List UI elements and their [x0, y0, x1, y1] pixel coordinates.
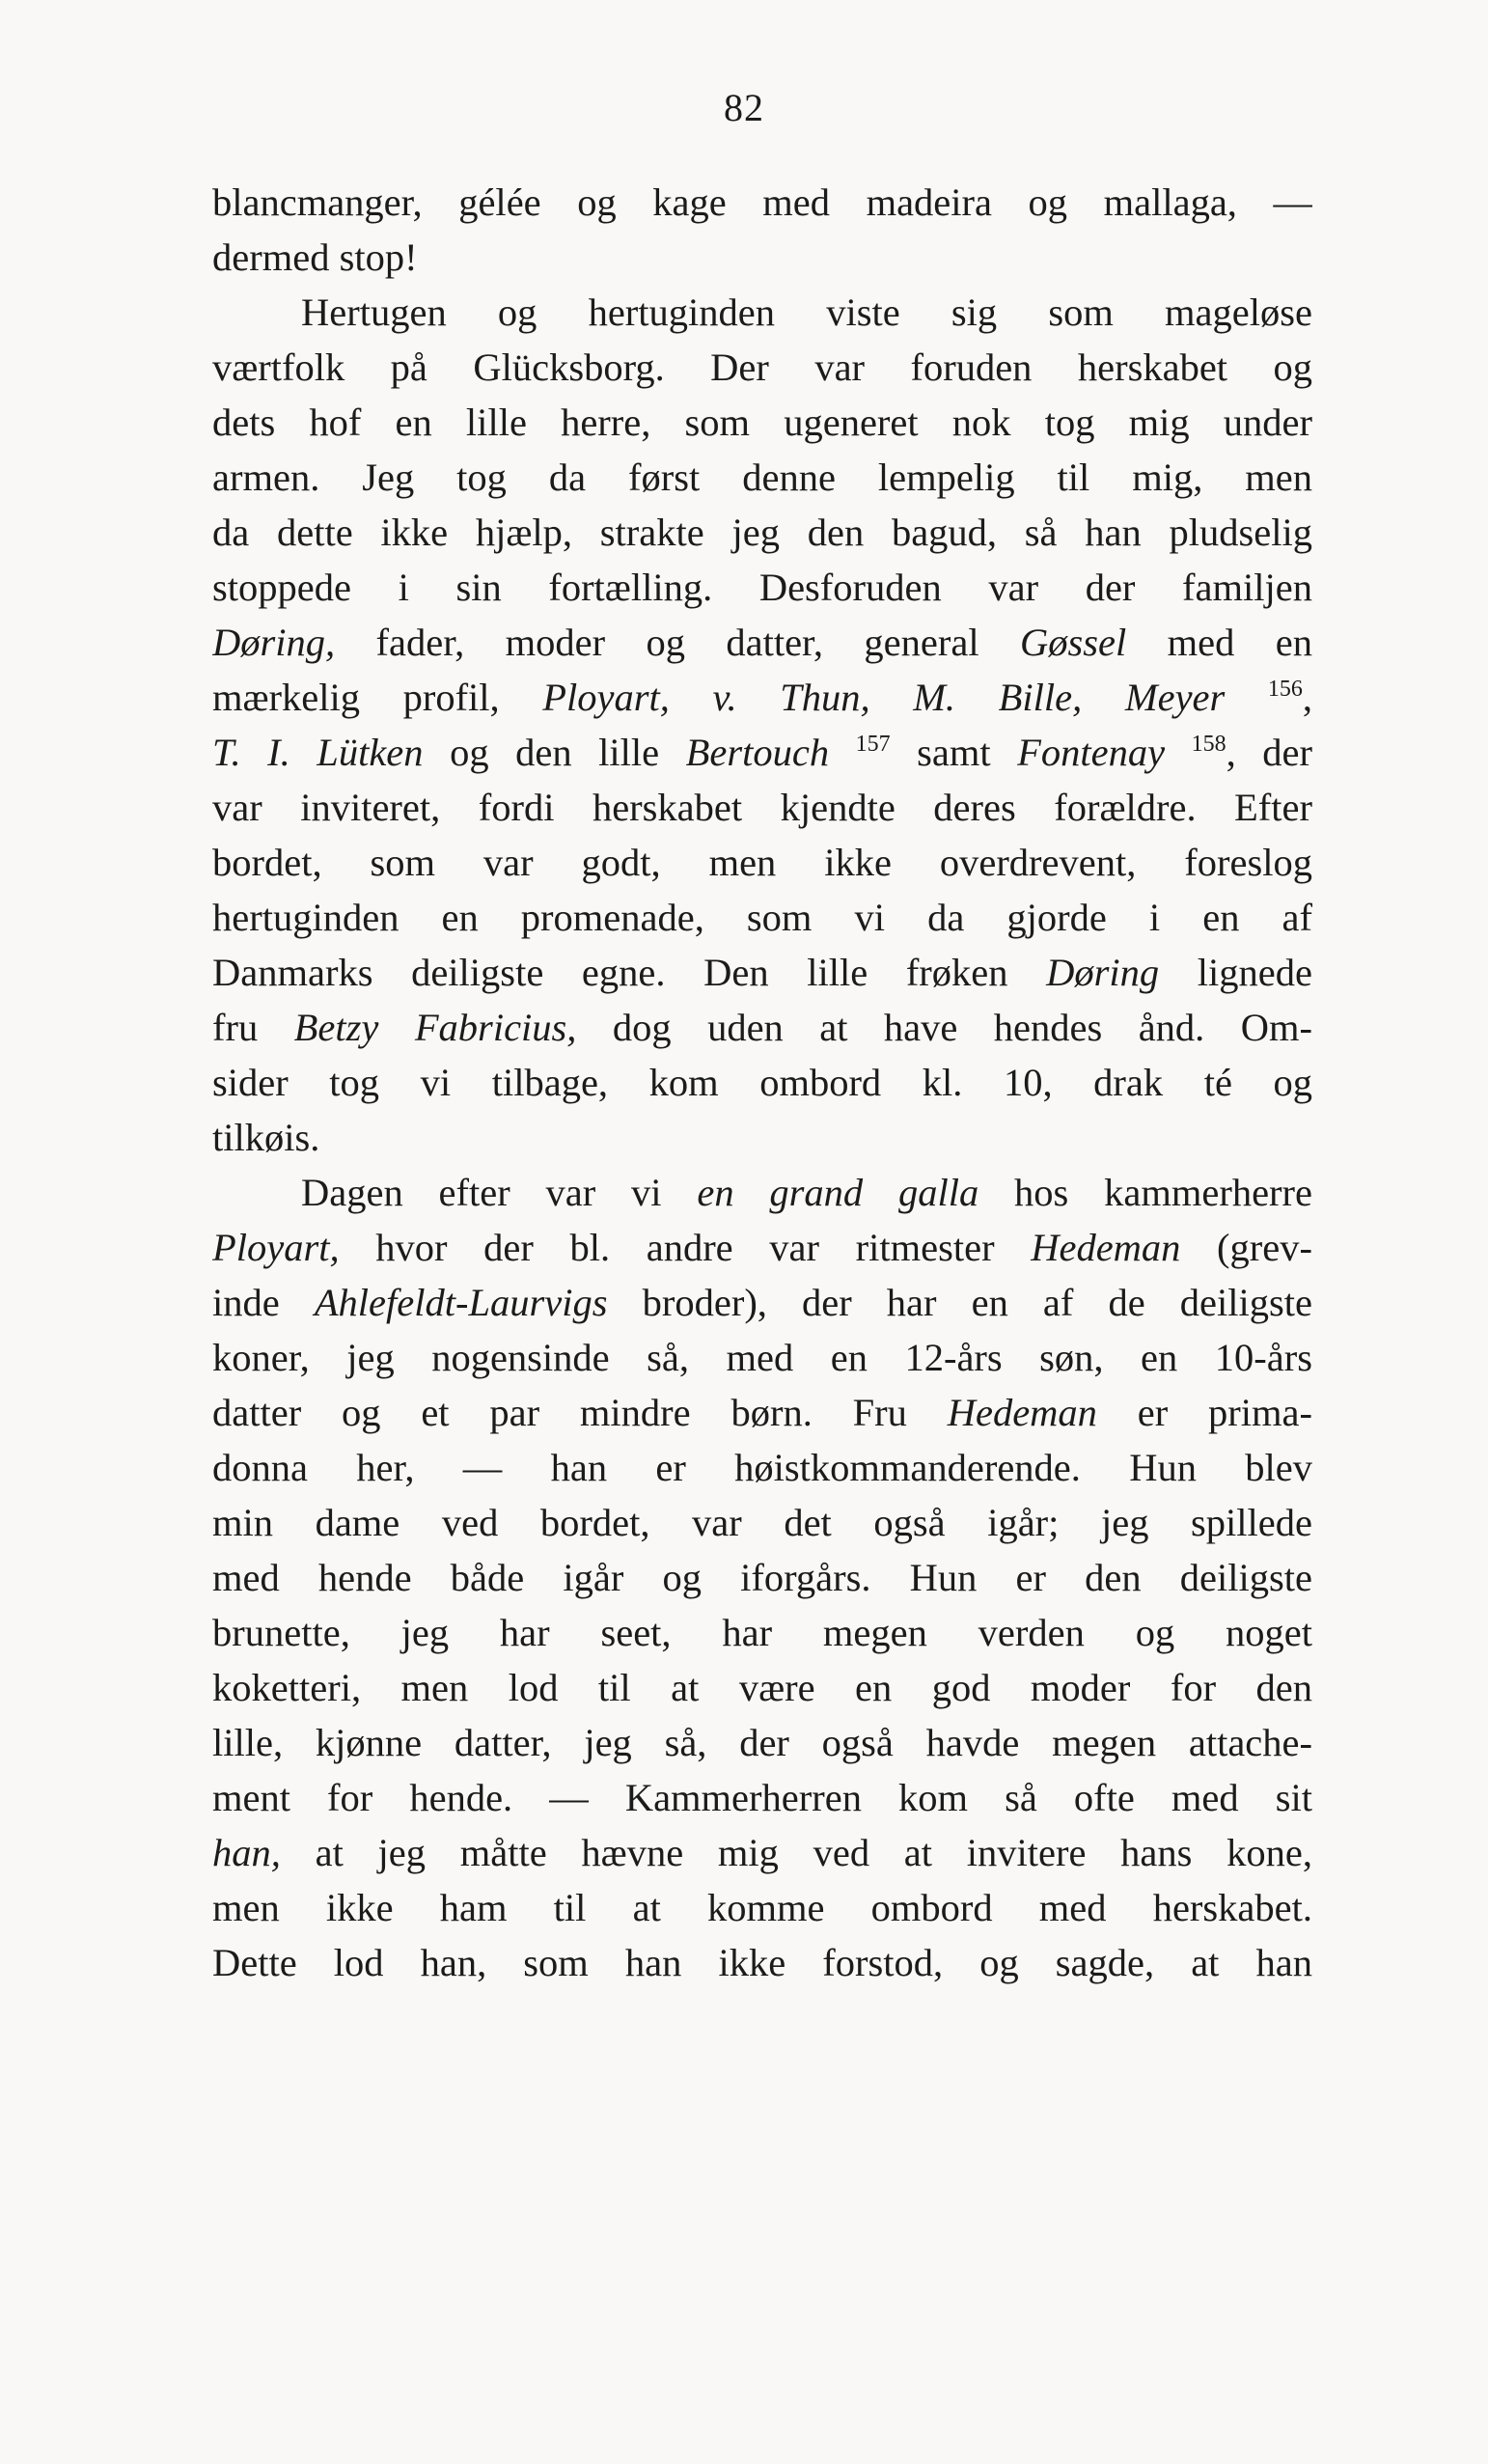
text-run: min dame ved bordet, var det også igår; jeg spillede: [212, 1501, 1312, 1544]
italic-text: Betzy Fabricius,: [293, 1006, 577, 1049]
text-run: [1225, 676, 1268, 719]
text-run: er prima-: [1096, 1391, 1312, 1434]
text-line: [212, 835, 1312, 890]
text-line: [212, 1715, 1312, 1770]
text-line: [212, 1660, 1312, 1715]
text-line: [212, 1495, 1312, 1550]
text-line: [212, 1440, 1312, 1495]
text-run: fader, moder og datter, general: [335, 621, 1020, 664]
text-run: og den lille: [423, 731, 686, 774]
text-line: [212, 175, 1312, 230]
text-run: koketteri, men lod til at være en god moder for den: [212, 1666, 1312, 1709]
text-line: [212, 725, 1312, 780]
italic-text: Gøssel: [1020, 621, 1127, 664]
text-run: blancmanger, gélée og kage med madeira og mallaga, —: [212, 180, 1312, 224]
text-run: hvor der bl. andre var ritmester: [339, 1226, 1032, 1269]
text-run: tilkøis.: [212, 1116, 320, 1159]
text-line: [212, 1770, 1312, 1825]
text-run: ,: [1302, 676, 1312, 719]
paragraph: [212, 1165, 1312, 1990]
text-line: [212, 890, 1312, 945]
text-run: datter og et par mindre børn. Fru: [212, 1391, 948, 1434]
text-run: brunette, jeg har seet, har megen verden og noget: [212, 1611, 1312, 1654]
italic-text: en grand galla: [697, 1171, 979, 1214]
footnote-ref: 158: [1191, 732, 1226, 757]
footnote-ref: 157: [855, 732, 891, 757]
text-line: [212, 450, 1312, 505]
italic-text: Hedeman: [947, 1391, 1097, 1434]
text-line: [212, 1165, 1312, 1220]
paragraph: [212, 285, 1312, 1165]
text-run: donna her, — han er høistkommanderende. Hun blev: [212, 1446, 1312, 1489]
italic-text: Ahlefeldt-Laurvigs: [314, 1281, 608, 1324]
text-line: [212, 945, 1312, 1000]
text-run: broder), der har en af de deiligste: [607, 1281, 1312, 1324]
text-line: [212, 285, 1312, 340]
text-line: [212, 780, 1312, 835]
italic-text: Fontenay: [1017, 731, 1166, 774]
italic-text: T. I. Lütken: [212, 731, 424, 774]
text-run: fru: [212, 1006, 294, 1049]
text-run: med hende både igår og iforgårs. Hun er den deiligste: [212, 1556, 1312, 1599]
text-line: [212, 1220, 1312, 1275]
text-run: værtfolk på Glücksborg. Der var foruden herskabet og: [212, 346, 1312, 389]
text-run: dets hof en lille herre, som ugeneret nok tog mig under: [212, 401, 1312, 444]
text-line: [212, 670, 1312, 725]
text-run: stoppede i sin fortælling. Desforuden var der familjen: [212, 566, 1312, 609]
text-run: [829, 731, 856, 774]
text-line: [212, 505, 1312, 560]
text-line: [212, 230, 1312, 285]
text-run: armen. Jeg tog da først denne lempelig til mig, men: [212, 456, 1312, 499]
text-line: [212, 1055, 1312, 1110]
italic-text: Ployart, v. Thun, M. Bille, Meyer: [542, 676, 1226, 719]
text-line: [212, 1275, 1312, 1330]
italic-text: Bertouch: [685, 731, 830, 774]
text-run: at jeg måtte hævne mig ved at invitere hans kone,: [280, 1831, 1312, 1874]
text-line: [212, 1330, 1312, 1385]
italic-text: Døring: [1046, 951, 1160, 994]
text-run: lignede: [1159, 951, 1312, 994]
text-line: [212, 1385, 1312, 1440]
italic-text: Døring,: [212, 621, 336, 664]
text-line: [212, 1605, 1312, 1660]
text-run: var inviteret, fordi herskabet kjendte deres forældre. Efter: [212, 786, 1312, 829]
text-run: da dette ikke hjælp, strakte jeg den bagud, så han pludselig: [212, 511, 1312, 554]
text-run: ment for hende. — Kammerherren kom så ofte med sit: [212, 1776, 1312, 1819]
italic-text: han,: [212, 1831, 281, 1874]
italic-text: Hedeman: [1031, 1226, 1181, 1269]
text-run: samt: [890, 731, 1018, 774]
text-line: [212, 1110, 1312, 1165]
text-run: dermed stop!: [212, 235, 418, 279]
text-run: Danmarks deiligste egne. Den lille frøken: [212, 951, 1047, 994]
text-run: Dagen efter var vi: [301, 1171, 698, 1214]
italic-text: Ployart,: [212, 1226, 340, 1269]
text-line: [212, 1935, 1312, 1990]
text-run: [1165, 731, 1192, 774]
page-number: 82: [724, 86, 764, 129]
text-run: lille, kjønne datter, jeg så, der også havde megen attache-: [212, 1721, 1312, 1764]
text-run: koner, jeg nogensinde så, med en 12-års søn, en 10-års: [212, 1336, 1312, 1379]
text-line: [212, 340, 1312, 395]
text-run: (grev-: [1180, 1226, 1312, 1269]
text-line: [212, 1825, 1312, 1880]
paragraph: [212, 175, 1312, 285]
text-run: , der: [1226, 731, 1312, 774]
text-run: Hertugen og hertuginden viste sig som mageløse: [301, 291, 1312, 334]
text-line: [212, 1550, 1312, 1605]
body-text: [212, 175, 1312, 1990]
text-run: Dette lod han, som han ikke forstod, og sagde, at han: [212, 1941, 1312, 1984]
text-run: hertuginden en promenade, som vi da gjorde i en af: [212, 896, 1312, 939]
text-run: sider tog vi tilbage, kom ombord kl. 10, drak té og: [212, 1061, 1312, 1104]
text-line: [212, 395, 1312, 450]
text-run: hos kammerherre: [978, 1171, 1312, 1214]
text-run: inde: [212, 1281, 315, 1324]
text-line: [212, 560, 1312, 615]
text-line: [212, 615, 1312, 670]
footnote-ref: 156: [1267, 677, 1303, 702]
text-run: dog uden at have hendes ånd. Om-: [576, 1006, 1312, 1049]
text-run: med en: [1126, 621, 1312, 664]
text-run: men ikke ham til at komme ombord med herskabet.: [212, 1886, 1312, 1929]
text-line: [212, 1000, 1312, 1055]
text-run: mærkelig profil,: [212, 676, 543, 719]
text-line: [212, 1880, 1312, 1935]
text-run: bordet, som var godt, men ikke overdrevent, foreslog: [212, 841, 1312, 884]
